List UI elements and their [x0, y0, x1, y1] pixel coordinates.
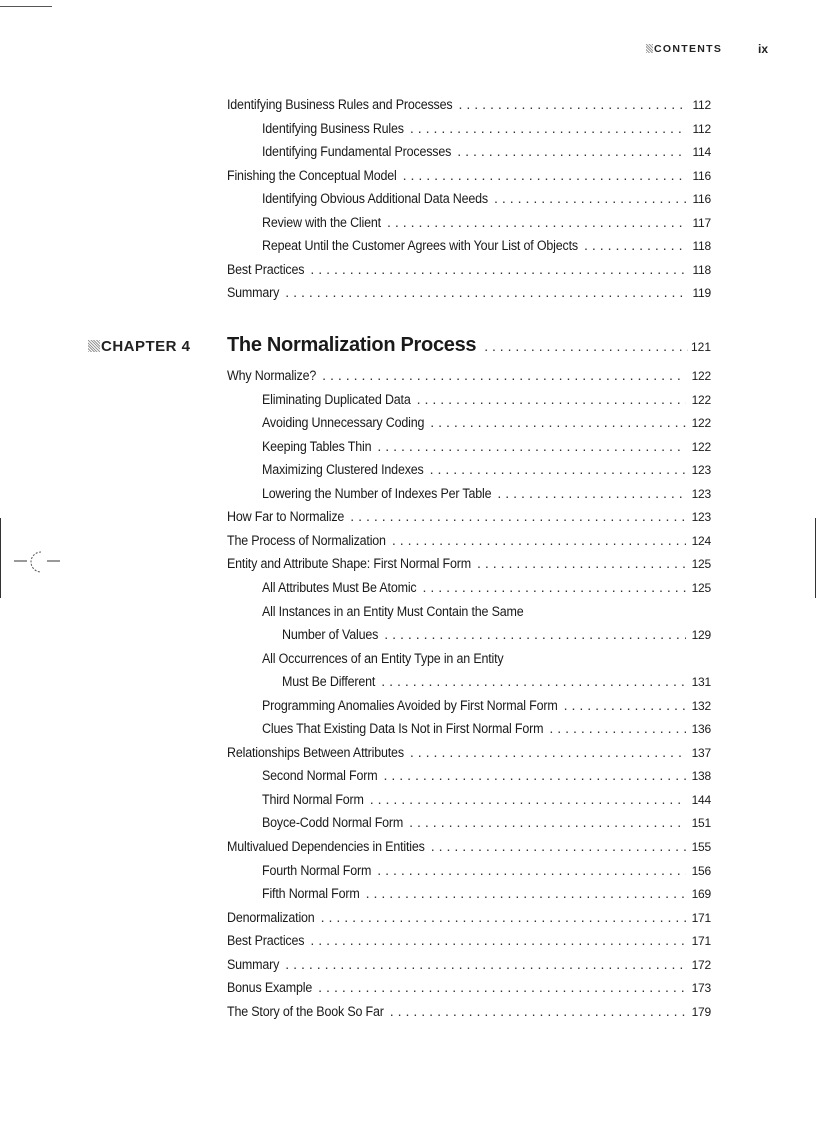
toc-entry-title: Identifying Fundamental Processes: [262, 144, 452, 161]
dot-leader: [430, 462, 686, 478]
toc-entry-title: Avoiding Unnecessary Coding: [262, 415, 425, 432]
toc-entry[interactable]: [227, 745, 711, 761]
toc-entry[interactable]: [262, 886, 711, 902]
toc-entry-title: Second Normal Form: [262, 768, 378, 785]
toc-entry-page: 112: [692, 98, 711, 112]
dot-leader: [417, 392, 686, 408]
dot-leader: [321, 910, 686, 926]
toc-entry[interactable]: [227, 1004, 711, 1020]
dot-leader: [322, 368, 686, 384]
toc-entry[interactable]: [227, 556, 711, 572]
toc-entry[interactable]: [227, 980, 711, 996]
toc-entry-page: 123: [691, 510, 711, 525]
toc-entry-title: Finishing the Conceptual Model: [227, 167, 397, 184]
chapter-page-number: 121: [690, 340, 711, 354]
toc-entry-page: 132: [691, 698, 711, 713]
dot-leader: [387, 215, 686, 231]
crop-mark-top: [0, 0, 52, 7]
toc-entry-page: 173: [691, 981, 711, 996]
dot-leader: [410, 745, 686, 761]
toc-entry[interactable]: [227, 368, 711, 384]
toc-entry-page: 171: [691, 910, 711, 925]
toc-entry-title: Eliminating Duplicated Data: [262, 391, 411, 408]
toc-entry[interactable]: [282, 674, 711, 690]
dot-leader: [494, 191, 686, 207]
toc-entry-title: Multivalued Dependencies in Entities: [227, 839, 425, 855]
toc-entry-page: 122: [691, 439, 711, 454]
crop-mark-left: [0, 518, 1, 598]
toc-entry-page: 144: [691, 792, 711, 807]
toc-entry-title: Third Normal Form: [262, 791, 364, 808]
toc-entry[interactable]: [227, 168, 711, 184]
toc-entry[interactable]: [262, 439, 711, 455]
toc-entry-page: 117: [692, 215, 711, 230]
toc-entry[interactable]: [262, 486, 711, 502]
toc-entry[interactable]: [227, 533, 711, 549]
toc-entry-page: 125: [691, 580, 711, 595]
toc-entry-title: Entity and Attribute Shape: First Normal Form: [227, 556, 471, 573]
dot-leader: [410, 121, 686, 137]
toc-entry[interactable]: [262, 392, 711, 408]
toc-entry-title: Summary: [227, 285, 280, 302]
toc-entry-page: 131: [691, 675, 711, 690]
toc-entry-title: All Occurrences of an Entity Type in an Entity: [262, 650, 504, 667]
toc-entry-title: Fourth Normal Form: [262, 862, 372, 879]
dot-leader: [366, 886, 686, 902]
toc-entry-title: The Story of the Book So Far: [227, 1003, 384, 1020]
toc-entry[interactable]: [262, 863, 711, 879]
toc-entry[interactable]: [262, 651, 711, 667]
dot-leader: [431, 839, 686, 855]
dot-leader: [497, 486, 686, 502]
toc-entry-page: 119: [692, 286, 711, 301]
toc-entry-title: Keeping Tables Thin: [262, 438, 372, 455]
toc-entry-title: Identifying Business Rules and Processes: [227, 97, 453, 113]
running-header-page-number: ix: [758, 42, 769, 56]
toc-entry-title: Relationships Between Attributes: [227, 744, 404, 761]
dot-leader: [564, 698, 686, 714]
toc-entry-title: Programming Anomalies Avoided by First Normal Form: [262, 697, 558, 714]
toc-entry-page: 118: [692, 239, 711, 254]
toc-entry-page: 124: [691, 533, 711, 548]
chapter-title: The Normalization Process: [227, 334, 477, 356]
toc-entry[interactable]: [227, 509, 711, 525]
toc-entry-page: 123: [691, 486, 711, 501]
shade-marker-icon: [88, 340, 100, 352]
toc-entry[interactable]: [262, 462, 711, 478]
toc-entry[interactable]: [227, 957, 711, 973]
toc-entry-title: Lowering the Number of Indexes Per Table: [262, 485, 492, 502]
toc-entry-page: 179: [691, 1004, 711, 1019]
toc-entry-page: 114: [692, 145, 711, 160]
running-header: [0, 43, 816, 61]
toc-entry[interactable]: [262, 815, 711, 831]
toc-entry[interactable]: [262, 238, 711, 254]
toc-entry-title: Review with the Client: [262, 214, 381, 231]
dot-leader: [377, 863, 686, 879]
toc-entry-title: Why Normalize?: [227, 368, 317, 384]
toc-entry-page: 171: [691, 934, 711, 949]
toc-entry-title: All Attributes Must Be Atomic: [262, 579, 417, 596]
toc-entry-title: All Instances in an Entity Must Contain the Same: [262, 603, 524, 620]
dot-leader: [430, 415, 686, 431]
toc-entry-title: The Process of Normalization: [227, 532, 386, 549]
toc-entry[interactable]: [282, 627, 711, 643]
toc-entry-page: 122: [691, 416, 711, 431]
toc-entry-title: Summary: [227, 956, 280, 973]
toc-entry-page: 151: [691, 816, 711, 831]
toc-entry-title: Best Practices: [227, 261, 305, 278]
toc-entry-title: Bonus Example: [227, 980, 313, 997]
dot-leader: [584, 238, 686, 254]
toc-entry[interactable]: [262, 191, 711, 207]
dot-leader: [384, 627, 686, 643]
toc-entry-title: Denormalization: [227, 909, 315, 926]
toc-entry-page: 118: [692, 262, 711, 277]
toc-entry[interactable]: [262, 580, 711, 596]
dot-leader: [350, 509, 686, 525]
dot-leader: [409, 815, 686, 831]
dot-leader: [392, 533, 686, 549]
toc-entry[interactable]: [227, 839, 711, 855]
toc-entry[interactable]: [227, 910, 711, 926]
dot-leader: [549, 721, 686, 737]
toc-entry[interactable]: [227, 97, 711, 113]
toc-entry[interactable]: [262, 698, 711, 714]
toc-entry-title: Maximizing Clustered Indexes: [262, 462, 424, 479]
chapter-label: CHAPTER 4: [88, 338, 191, 355]
toc-entry-page: 138: [691, 769, 711, 784]
dot-leader: [377, 439, 686, 455]
toc-entry[interactable]: [227, 262, 711, 278]
toc-entry-page: 129: [691, 628, 711, 643]
toc-entry-page: 169: [691, 887, 711, 902]
toc-entry-title: Must Be Different: [282, 674, 376, 691]
toc-entry-title: Number of Values: [282, 627, 379, 644]
dot-leader: [381, 674, 686, 690]
toc-entry-title: Fifth Normal Form: [262, 886, 360, 903]
toc-entry-page: 136: [691, 722, 711, 737]
toc-entry-page: 112: [692, 121, 711, 136]
dot-leader: [458, 97, 686, 113]
toc-entry-title: Identifying Obvious Additional Data Needs: [262, 191, 488, 208]
dot-leader: [484, 338, 688, 354]
toc-entry[interactable]: [262, 415, 711, 431]
toc-entry[interactable]: [262, 768, 711, 784]
shade-marker-icon: [646, 44, 653, 53]
toc-entry[interactable]: [227, 285, 711, 301]
toc-entry[interactable]: [262, 215, 711, 231]
toc-entry-page: 116: [692, 192, 711, 207]
toc-entry[interactable]: [262, 792, 711, 808]
toc-entry[interactable]: [262, 721, 711, 737]
chapter-title-line[interactable]: [227, 334, 711, 357]
toc-entry-page: 137: [691, 745, 711, 760]
dot-leader: [318, 980, 686, 996]
toc-entry-title: Boyce-Codd Normal Form: [262, 815, 404, 832]
toc-entry[interactable]: [227, 933, 711, 949]
dot-leader: [477, 556, 686, 572]
dot-leader: [310, 933, 686, 949]
toc-entry-page: 125: [691, 557, 711, 572]
dot-leader: [403, 168, 686, 184]
dot-leader: [285, 957, 686, 973]
dot-leader: [384, 768, 687, 784]
dot-leader: [370, 792, 686, 808]
toc-entry[interactable]: [262, 121, 711, 137]
toc-entry-title: Best Practices: [227, 933, 305, 950]
toc-entry-page: 116: [692, 168, 711, 183]
dot-leader: [457, 144, 686, 160]
toc-entry[interactable]: [262, 144, 711, 160]
toc-entry-page: 156: [691, 863, 711, 878]
toc-entry-page: 122: [691, 392, 711, 407]
dot-leader: [285, 285, 686, 301]
toc-entry[interactable]: [262, 604, 711, 620]
toc-entry-page: 155: [691, 840, 711, 854]
dot-leader: [390, 1004, 686, 1020]
toc-entry-title: How Far to Normalize: [227, 509, 345, 526]
toc-entry-page: 123: [691, 463, 711, 478]
toc-entry-page: 172: [691, 957, 711, 972]
running-header-section: CONTENTS: [646, 43, 722, 55]
toc-entry-page: 122: [691, 369, 711, 383]
registration-mark-icon: [14, 548, 62, 578]
dot-leader: [423, 580, 687, 596]
toc-entry-title: Repeat Until the Customer Agrees with Your List of Objects: [262, 238, 578, 255]
toc-entry-title: Identifying Business Rules: [262, 120, 404, 137]
toc-entry-title: Clues That Existing Data Is Not in First Normal Form: [262, 721, 544, 738]
dot-leader: [310, 262, 686, 278]
